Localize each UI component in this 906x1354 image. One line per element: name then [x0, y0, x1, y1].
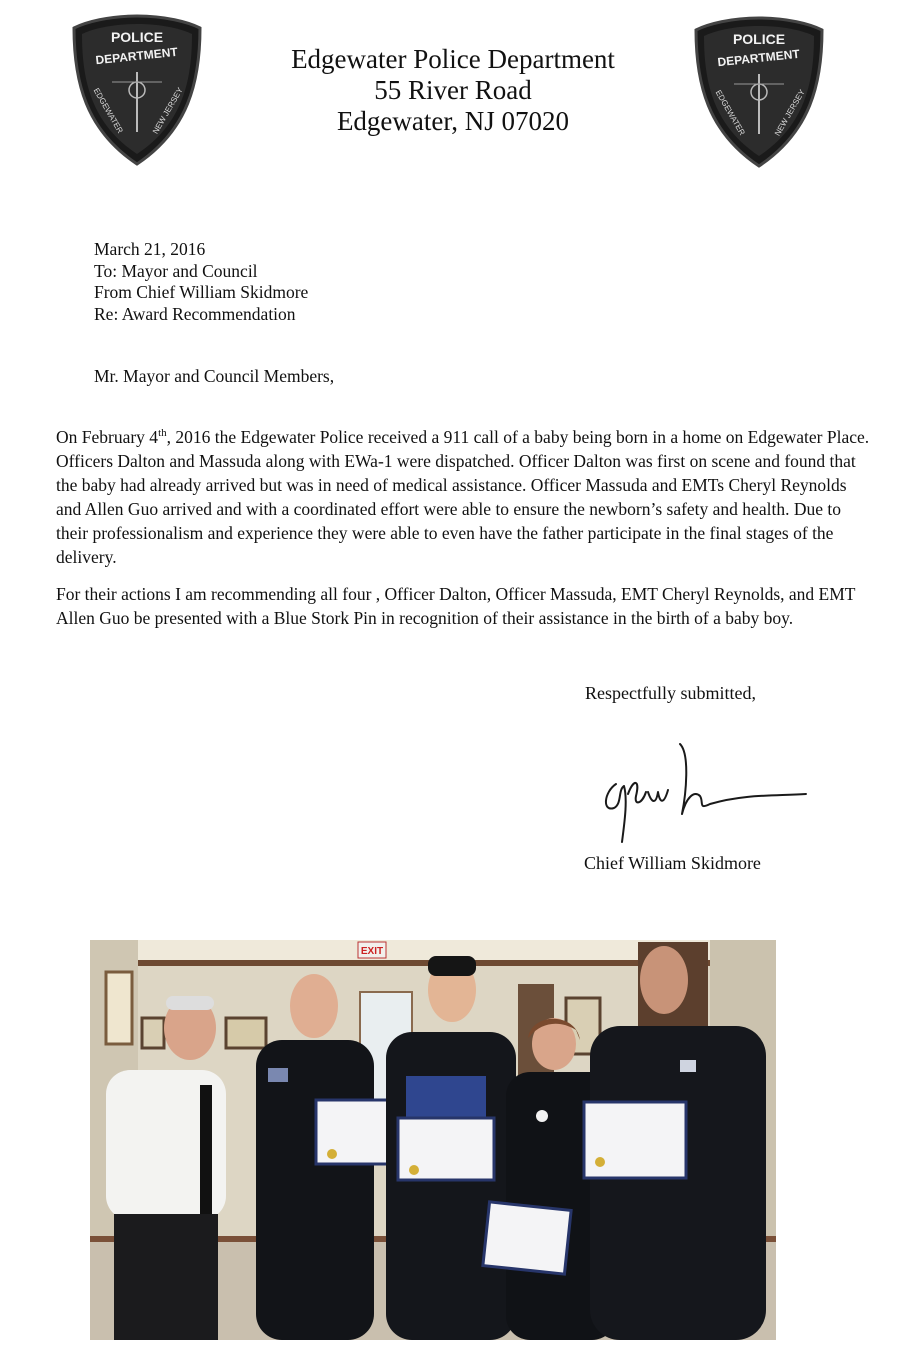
police-badge-right	[692, 14, 826, 170]
signer-name: Chief William Skidmore	[584, 853, 761, 873]
badge-right-side-text: EDGEWATER	[713, 88, 747, 137]
memo-re: Re: Award Recommendation	[94, 303, 296, 324]
department-city: Edgewater, NJ 07020	[336, 106, 570, 136]
memo-to: To: Mayor and Council	[94, 260, 258, 281]
badge-left-side-text-2: NEW JERSEY	[150, 85, 185, 136]
award-ceremony-photo	[90, 940, 776, 1340]
memo-date: March 21, 2016	[94, 239, 206, 259]
memo-block	[94, 239, 308, 325]
badge-right-top-text: POLICE	[732, 31, 786, 47]
letterhead	[200, 44, 706, 137]
police-badge-left	[70, 12, 204, 168]
closing: Respectfully submitted,	[585, 683, 756, 703]
salutation: Mr. Mayor and Council Members,	[94, 366, 335, 386]
body-paragraph-2: For their actions I am recommending all four , Officer Dalton, Officer Massuda, EMT Cheryl Reynolds, and EMT Allen Guo be presented with a Blue Stork Pin in recognition of their assistance in the birth of a baby boy.	[56, 584, 856, 628]
badge-left-side-text: EDGEWATER	[91, 86, 125, 135]
body-paragraph-1	[56, 425, 872, 569]
paragraph-1-start: On February 4	[56, 427, 159, 447]
badge-left-middle-text: DEPARTMENT	[94, 44, 179, 68]
badge-right-middle-text: DEPARTMENT	[716, 46, 801, 70]
badge-left-top-text: POLICE	[110, 29, 164, 45]
paragraph-1-rest: , 2016 the Edgewater Police received a 911 call of a baby being born in a home on Edgewater Place. Officers Dalton and Massuda along with EWa-1 were dispatched. Officer Dalton was first on scene and found that the baby had already arrived but was in need of medical assistance. Officer Massuda and EMTs Cheryl Reynolds and Allen Guo arrived and with a coordinated effort were able to ensure the newborn’s safety and health. Due to their professionalism and experience they were able to even have the father participate in the final stages of the delivery.	[56, 427, 870, 567]
department-name: Edgewater Police Department	[291, 44, 615, 74]
department-street: 55 River Road	[374, 75, 532, 105]
badge-right-side-text-2: NEW JERSEY	[772, 87, 807, 138]
signature	[594, 734, 814, 846]
paragraph-1-superscript: th	[158, 427, 167, 440]
exit-sign: EXIT	[360, 946, 384, 957]
memo-from: From Chief William Skidmore	[94, 282, 309, 302]
